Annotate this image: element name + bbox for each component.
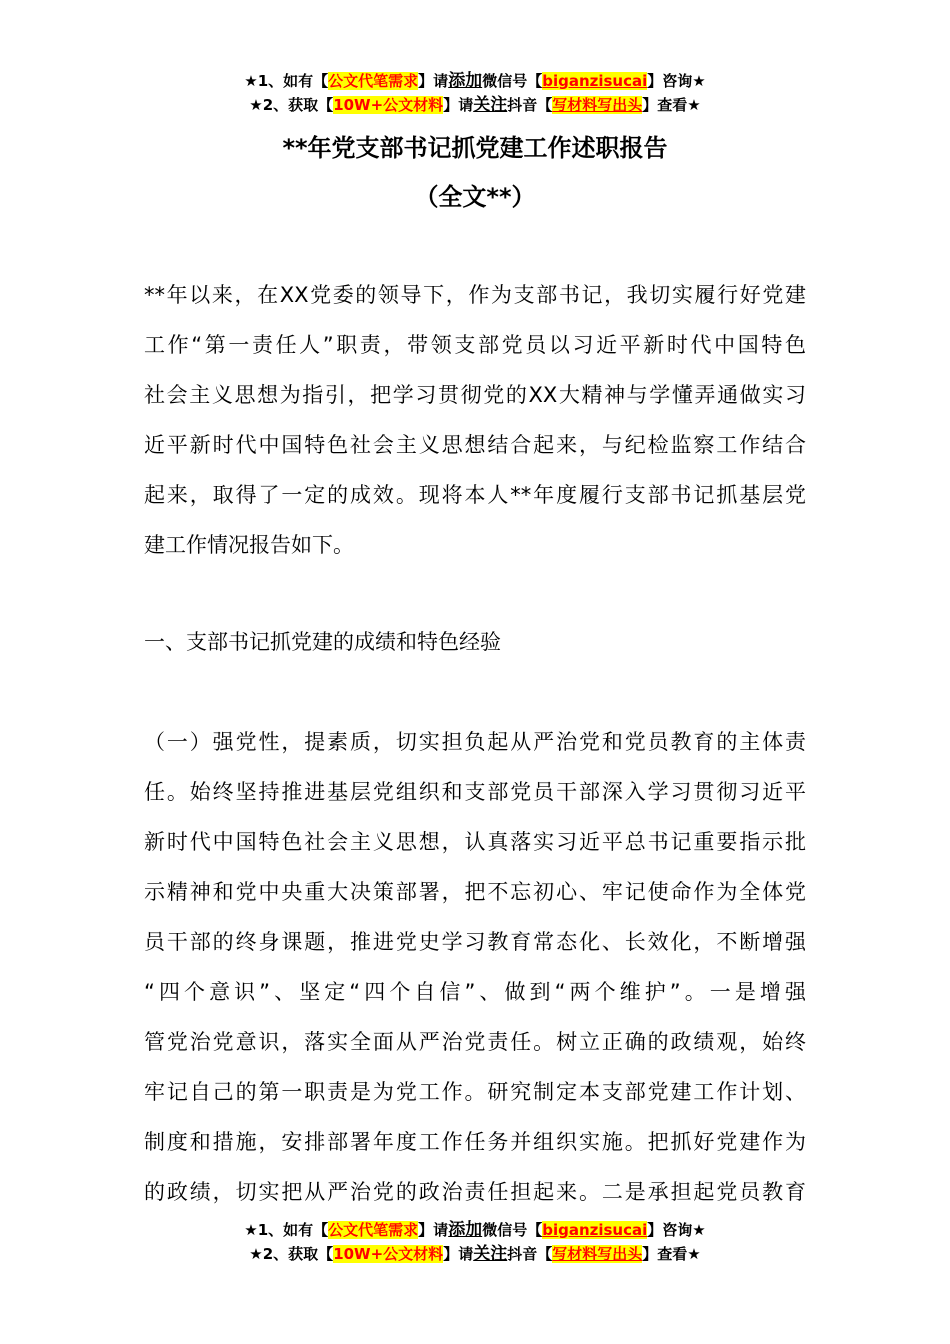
promo-emphasis: 关注 <box>473 95 508 115</box>
paragraph-intro <box>144 270 806 570</box>
promo-highlight: 10W+公文材料 <box>333 1245 444 1263</box>
text-line: 近平新时代中国特色社会主义思想结合起来，与纪检监察工作结合 <box>144 433 806 457</box>
promo-text: 】咨询★ <box>647 1221 706 1239</box>
promo-emphasis: 添加 <box>448 1220 483 1240</box>
promo-highlight: 公文代笔需求 <box>328 72 419 90</box>
promo-highlight: 10W+公文材料 <box>333 96 444 114</box>
text-line: 制度和措施，安排部署年度工作任务并组织实施。把抓好党建作为 <box>144 1130 806 1154</box>
text-line: 起来，取得了一定的成效。现将本人**年度履行支部书记抓基层党 <box>144 483 806 507</box>
text-line: 员干部的终身课题，推进党史学习教育常态化、长效化，不断增强 <box>144 930 806 954</box>
promo-text: 微信号【 <box>482 1221 543 1239</box>
section-heading <box>144 617 806 667</box>
text-line: **年以来，在XX党委的领导下，作为支部书记，我切实履行好党建 <box>144 283 806 307</box>
promo-text: 】请 <box>443 96 474 114</box>
promo-text: 】请 <box>443 1245 474 1263</box>
promo-text: ★2、获取【 <box>249 1245 334 1263</box>
promo-footer-line-1 <box>0 1218 950 1242</box>
document-title: **年党支部书记抓党建工作述职报告 <box>282 134 668 162</box>
promo-line-2 <box>0 93 950 117</box>
paragraph-section-1 <box>144 717 806 1217</box>
text-line: 工作“第一责任人”职责，带领支部党员以习近平新时代中国特色 <box>144 333 806 357</box>
promo-line-1 <box>0 69 950 93</box>
document-subtitle: （全文**） <box>414 183 536 211</box>
promo-text: 】请 <box>418 72 449 90</box>
text-line: 牢记自己的第一职责是为党工作。研究制定本支部党建工作计划、 <box>144 1080 806 1104</box>
text-line: 一、支部书记抓党建的成绩和特色经验 <box>144 630 501 654</box>
text-line: 建工作情况报告如下。 <box>144 533 354 557</box>
text-line: 新时代中国特色社会主义思想，认真落实习近平总书记重要指示批 <box>144 830 806 854</box>
promo-text: 】查看★ <box>642 96 701 114</box>
promo-text: 】请 <box>418 1221 449 1239</box>
promo-text: 】查看★ <box>642 1245 701 1263</box>
promo-text: 抖音【 <box>507 1245 553 1263</box>
text-line: （一）强党性，提素质，切实担负起从严治党和党员教育的主体责 <box>144 730 806 754</box>
promo-text: ★1、如有【 <box>244 1221 329 1239</box>
text-line: “四个意识”、坚定“四个自信”、做到“两个维护”。一是增强 <box>144 980 806 1004</box>
promo-text: 】咨询★ <box>647 72 706 90</box>
text-line: 示精神和党中央重大决策部署，把不忘初心、牢记使命作为全体党 <box>144 880 806 904</box>
promo-footer-line-2 <box>0 1242 950 1266</box>
text-line: 的政绩，切实把从严治党的政治责任担起来。二是承担起党员教育 <box>144 1180 806 1204</box>
promo-text: ★1、如有【 <box>244 72 329 90</box>
text-line: 社会主义思想为指引，把学习贯彻党的XX大精神与学懂弄通做实习 <box>144 383 806 407</box>
wechat-id: biganzisucai <box>542 1221 648 1239</box>
promo-text: 抖音【 <box>507 96 553 114</box>
wechat-id: biganzisucai <box>542 72 648 90</box>
promo-emphasis: 关注 <box>473 1244 508 1264</box>
text-line: 任。始终坚持推进基层党组织和支部党员干部深入学习贯彻习近平 <box>144 780 806 804</box>
promo-emphasis: 添加 <box>448 71 483 91</box>
promo-highlight: 公文代笔需求 <box>328 1221 419 1239</box>
promo-text: ★2、获取【 <box>249 96 334 114</box>
text-line: 管党治党意识，落实全面从严治党责任。树立正确的政绩观，始终 <box>144 1030 806 1054</box>
promo-text: 微信号【 <box>482 72 543 90</box>
douyin-account: 写材料写出头 <box>552 1245 643 1263</box>
douyin-account: 写材料写出头 <box>552 96 643 114</box>
